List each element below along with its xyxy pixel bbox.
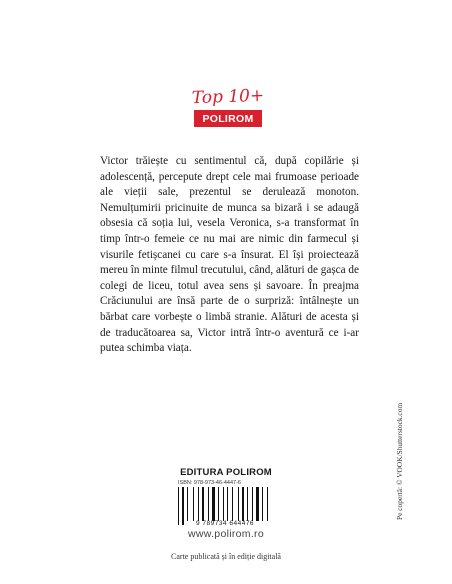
publisher-name: EDITURA POLIROM xyxy=(180,467,272,478)
barcode-bar xyxy=(249,487,251,521)
barcode-bar xyxy=(267,487,268,521)
barcode-bar xyxy=(252,487,253,521)
barcode-bar xyxy=(256,487,259,521)
barcode-bar xyxy=(189,487,192,521)
barcode-bar xyxy=(212,487,215,521)
series-top10-label: Top 10+ xyxy=(191,85,265,109)
back-cover-blurb: Victor trăiește cu sentimentul că, după copilărie și adolescență, percepute drept cele mai frumoase perioade ale vieții sale, prezentul se derulează monoton. Nemulțumirii pricinuite de munca sa bizară i se adaugă obsesia că soția lui, vesela Veronica, s-a transformat în timp într-o femeie ce nu mai are nimic din farmecul și visurile fetișcanei cu care s-a însurat. El își proiectează mereu în minte filmul trecutului, când, alături de gașca de colegi de liceu, totul avea sens și savoare. În preajma Crăciunului are însă parte de o surpriză: întâlnește un bărbat care vorbește o limbă stranie. Alături de acesta și de traducătoarea sa, Victor intră într-o aventură ce i-ar putea schimba viața. xyxy=(100,155,359,355)
publisher-website: www.polirom.ro xyxy=(188,528,264,540)
barcode-bar xyxy=(232,487,233,521)
barcode-bar xyxy=(223,487,224,521)
barcode-bar xyxy=(260,487,261,521)
barcode-bar xyxy=(200,487,201,521)
barcode-bar xyxy=(234,487,237,521)
barcode-bar xyxy=(227,487,228,521)
barcode-bar xyxy=(262,487,263,521)
barcode-bar xyxy=(240,487,241,521)
cover-photo-credit: Pe copertă: © VOOK/Shutterstock.com xyxy=(395,402,404,520)
barcode-bar xyxy=(187,487,188,521)
barcode-bar xyxy=(242,487,244,521)
polirom-logo-badge: POLIROM xyxy=(194,110,261,127)
barcode-bar xyxy=(218,487,219,521)
barcode-number: 9 789734 644476 xyxy=(178,520,272,527)
barcode-bar xyxy=(225,487,226,521)
digital-edition-note: Carte publicată și în ediție digitală xyxy=(171,552,281,561)
series-logo xyxy=(184,85,272,127)
barcode-bar xyxy=(180,487,181,521)
barcode-bar xyxy=(210,487,211,521)
barcode-bar xyxy=(205,487,207,521)
barcode-bar xyxy=(229,487,231,521)
barcode-bar xyxy=(178,487,179,525)
barcode-block xyxy=(178,480,272,527)
barcode-bar xyxy=(198,487,199,521)
barcode-bar xyxy=(216,487,217,521)
barcode-bar xyxy=(193,487,194,521)
barcode-bar xyxy=(264,487,266,521)
barcode-bar xyxy=(182,487,184,525)
barcode-bar xyxy=(185,487,186,521)
barcode-bar xyxy=(269,487,271,521)
barcode-bar xyxy=(247,487,248,521)
barcode-bar xyxy=(208,487,209,521)
barcode-bar xyxy=(245,487,246,521)
barcode-bar xyxy=(220,487,222,521)
barcode-bar xyxy=(195,487,197,521)
barcode-bar xyxy=(202,487,204,521)
isbn-text: ISBN: 978-973-46-4447-6 xyxy=(178,480,241,486)
barcode-bar xyxy=(238,487,239,521)
barcode-bar xyxy=(254,487,255,521)
